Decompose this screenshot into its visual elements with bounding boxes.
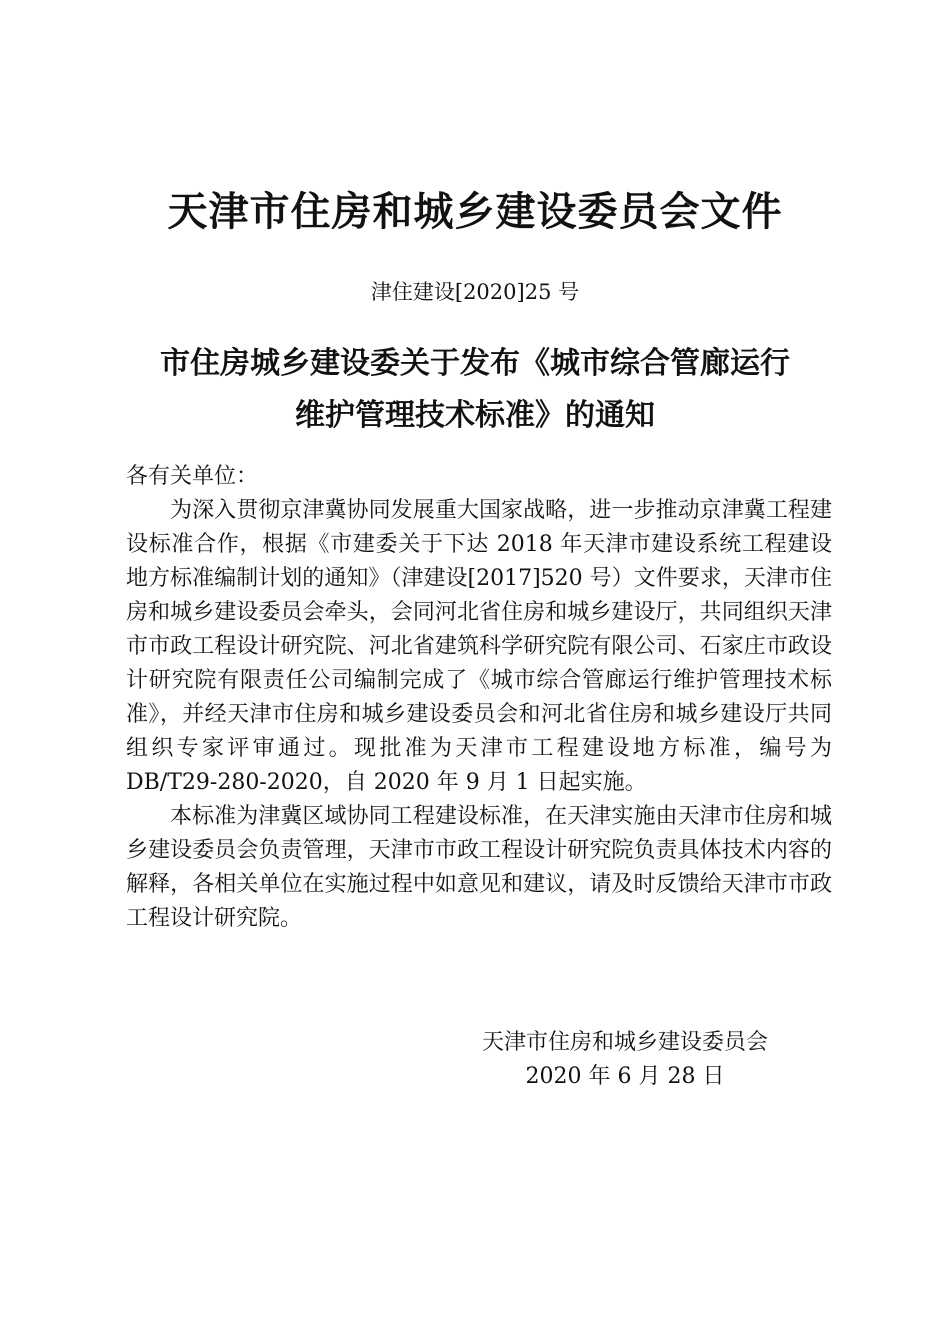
- body-paragraph-2: 本标准为津冀区域协同工程建设标准，在天津实施由天津市住房和城乡建设委员会负责管理，天津市市政工程设计研究院负责具体技术内容的解释，各相关单位在实施过程中如意见和建议，请及时反馈给天津市市政工程设计研究院。: [126, 804, 832, 931]
- signature-block: [440, 1026, 810, 1094]
- issuing-authority-title: 天津市住房和城乡建设委员会文件: [167, 189, 783, 235]
- notice-title-line-1: 市住房城乡建设委关于发布《城市综合管廊运行: [160, 346, 790, 381]
- notice-body: [126, 460, 832, 936]
- signing-organization: 天津市住房和城乡建设委员会: [481, 1030, 768, 1055]
- signing-date: 2020 年 6 月 28 日: [525, 1064, 725, 1089]
- notice-title: [120, 338, 830, 442]
- notice-title-line-2: 维护管理技术标准》的通知: [295, 398, 655, 433]
- body-paragraph-1: 为深入贯彻京津冀协同发展重大国家战略，进一步推动京津冀工程建设标准合作，根据《市建委关于下达 2018 年天津市建设系统工程建设地方标准编制计划的通知》（津建设[2017]520 号）文件要求，天津市住房和城乡建设委员会牵头，会同河北省住房和城乡建设厅，共同组织天津市市政工程设计研究院、河北省建筑科学研究院有限公司、石家庄市政设计研究院有限责任公司编制完成了《城市综合管廊运行维护管理技术标准》，并经天津市住房和城乡建设委员会和河北省住房和城乡建设厅共同组织专家评审通过。现批准为天津市工程建设地方标准，编号为 DB/T29-280-2020，自 2020 年 9 月 1 日起实施。: [126, 498, 832, 795]
- document-number: 津住建设[2020]25 号: [370, 280, 580, 304]
- salutation: 各有关单位：: [126, 464, 259, 489]
